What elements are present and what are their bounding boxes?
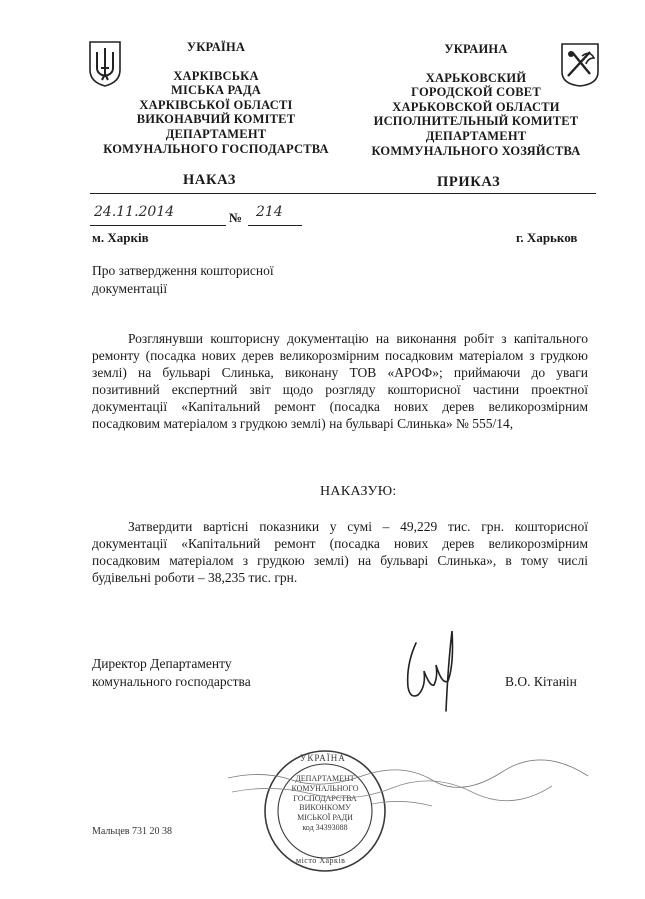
- doc-type-ru: ПРИКАЗ: [437, 174, 501, 190]
- subject-block: [92, 262, 352, 298]
- subject-line: документації: [92, 281, 168, 296]
- preamble-paragraph: Розглянувши кошторисну документацію на виконання робіт з капітального ремонту (посадка нових дерев великорозмірним посадковим матеріалом з грудкою землі) на бульварі Слинька, виконану ТОВ «АРОФ»; приймаючи до уваги позитивний експертний звіт щодо розгляду кошторисної частини проектної документації «Капітальний ремонт (посадка нових дерев великорозмірним посадковим матеріалом з грудкою землі) на бульварі Слинька» № 555/14,: [92, 331, 588, 431]
- header-divider-line: [90, 193, 596, 194]
- header-left-line: ВИКОНАВЧИЙ КОМІТЕТ: [136, 112, 296, 127]
- header-left: [100, 40, 332, 156]
- header-left-country: УКРАЇНА: [186, 40, 246, 54]
- date-underline: [90, 225, 226, 226]
- number-sign: №: [229, 210, 243, 225]
- stamp-line: ВИКОНКОМУ: [299, 803, 351, 813]
- stamp-code: код 34393088: [302, 822, 348, 832]
- subject-line: Про затвердження кошторисної: [92, 263, 274, 278]
- position-line: комунального господарства: [92, 674, 251, 689]
- signatory-position: [92, 655, 332, 691]
- city-ru: г. Харьков: [516, 230, 578, 245]
- header-right-line: КОММУНАЛЬНОГО ХОЗЯЙСТВА: [371, 143, 581, 158]
- order-date: 24.11.2014: [94, 204, 175, 220]
- order-word: НАКАЗУЮ:: [320, 484, 397, 499]
- position-line: Директор Департаменту: [92, 656, 232, 671]
- signatory-name: В.О. Кітанін: [505, 674, 577, 689]
- number-underline: [248, 225, 302, 226]
- header-right-line: ДЕПАРТАМЕНТ: [425, 128, 527, 143]
- stamp-line: ДЕПАРТАМЕНТ: [295, 774, 355, 783]
- order-body-paragraph: Затвердити вартісні показники у сумі – 49,229 тис. грн. кошторисної документації «Капітальний ремонт (посадка нових дерев великорозмірним посадковим матеріалом з грудкою землі) на бульварі Слинька», в тому числі будівельні роботи – 38,235 тис. грн.: [92, 519, 588, 585]
- header-right-line: ИСПОЛНИТЕЛЬНЫЙ КОМИТЕТ: [373, 114, 579, 129]
- header-right-line: ХАРЬКОВСКОЙ ОБЛАСТИ: [392, 99, 560, 114]
- handwritten-annotation-scribble: [222, 758, 594, 812]
- stamp-line: КОМУНАЛЬНОГО: [291, 783, 359, 793]
- doc-type-ua: НАКАЗ: [183, 172, 237, 188]
- city-ua: м. Харків: [92, 230, 149, 245]
- stamp-line: МІСЬКОЇ РАДИ: [297, 813, 353, 823]
- executor-contact: Мальцев 731 20 38: [92, 826, 172, 837]
- stamp-top-text: УКРАЇНА: [300, 753, 346, 763]
- header-left-line: КОМУНАЛЬНОГО ГОСПОДАРСТВА: [103, 141, 329, 156]
- stamp-line: ГОСПОДАРСТВА: [293, 793, 357, 803]
- header-left-line: МІСЬКА РАДА: [170, 83, 262, 98]
- stamp-bottom-text: місто Харків: [296, 856, 346, 865]
- header-left-line: ХАРКІВСЬКОЇ ОБЛАСТІ: [139, 97, 293, 112]
- handwritten-signature: [396, 625, 466, 717]
- order-number: 214: [256, 204, 283, 220]
- header-right-country: УКРАИНА: [444, 42, 508, 56]
- header-right: [360, 42, 592, 158]
- header-right-line: ГОРОДСКОЙ СОВЕТ: [411, 85, 541, 100]
- header-right-line: ХАРЬКОВСКИЙ: [425, 70, 527, 85]
- header-left-line: ХАРКІВСЬКА: [173, 68, 259, 83]
- header-left-line: ДЕПАРТАМЕНТ: [165, 126, 267, 141]
